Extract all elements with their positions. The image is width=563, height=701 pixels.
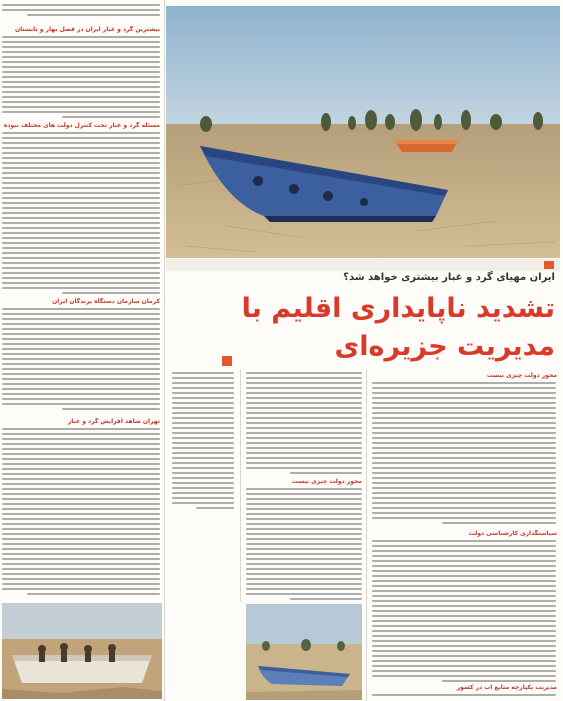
quote-icon [222, 356, 232, 366]
left-subhead-3: کرمان سازمان دستگاه پرندگان ایران [52, 298, 160, 305]
boat-illustration [166, 6, 560, 258]
article-kicker: ایران مهیای گرد و غبار بیشتری خواهد شد؟ [343, 272, 555, 283]
right-subhead-1: محور دولت چیزی نیست [486, 372, 557, 379]
right-text-block-1 [372, 382, 556, 527]
left-column [2, 0, 162, 701]
left-text-block-3 [2, 132, 160, 297]
photo-kids-on-boat [2, 603, 162, 699]
left-subhead-4: تهران شاهد افزایش گرد و غبار [67, 418, 160, 425]
column-divider-3 [366, 370, 367, 701]
shore-boat-illustration [246, 604, 362, 700]
right-subhead-3: مدیریت یکپارچه منابع آب در کشور [456, 684, 557, 691]
left-subhead-2: مسئله گرد و غبار تحت کنترل دولت های مختلف نبوده [4, 122, 160, 129]
middle-text-block-2 [246, 488, 362, 603]
left-text-block-1 [2, 4, 160, 19]
left-text-block-5 [2, 428, 160, 598]
photo-credit-icon [544, 261, 554, 269]
main-photo-boat [166, 6, 560, 258]
middle-text-block-1 [246, 372, 362, 477]
photo-credit-bar [166, 259, 560, 271]
column-divider [164, 0, 165, 701]
right-subhead-2: سیاستگذاری کارشناسی دولت [468, 530, 557, 537]
right-text-block-2 [372, 540, 556, 685]
right-text-block-3 [372, 694, 556, 699]
left-subhead-1: بیشترین گرد و غبار ایران در فصل بهار و تابستان [14, 26, 160, 33]
column-divider-2 [240, 370, 241, 602]
photo-boat-shore [246, 604, 362, 700]
article-headline: تشدید ناپایداری اقلیم با مدیریت جزیره‌ای [241, 293, 555, 362]
kids-boat-illustration [2, 603, 162, 699]
left-text-block-2 [2, 36, 160, 121]
middle-subhead: محور دولت چیزی نیست [291, 478, 362, 485]
pull-quote [172, 372, 234, 512]
left-text-block-4 [2, 308, 160, 413]
